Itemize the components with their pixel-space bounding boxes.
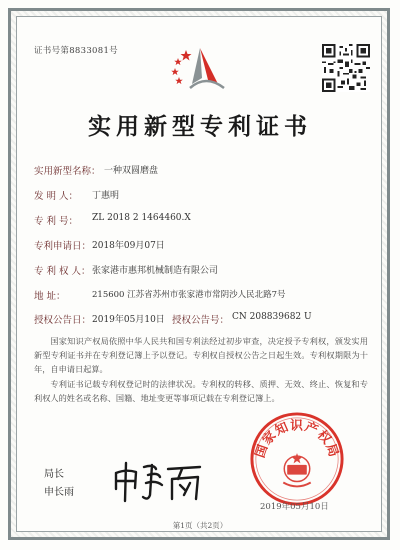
field-value-inventor: 丁惠明	[92, 191, 120, 201]
field-label-grant-number: 授权公告号：	[172, 315, 230, 326]
body-paragraph-register: 专利证书记载专利权登记时的法律状况。专利权的转移、质押、无效、终止、恢复和专利权人的姓名或名称、国籍、地址变更等事项记载在专利登记簿上。	[34, 379, 368, 403]
svg-text:国家知识产权局: 国家知识产权局	[252, 418, 342, 460]
field-value-grant-date: 2019年05月10日	[92, 315, 165, 325]
page-number: 第1页（共2页）	[172, 521, 228, 530]
body-paragraph-grant: 国家知识产权局依照中华人民共和国专利法经过初步审查，决定授予专利权，颁发实用新型专利证书并在专利登记簿上予以登记。专利权自授权公告之日起生效。专利权期限为十年，自申请日起算。	[34, 336, 368, 374]
field-value-utility-name: 一种双圆磨盘	[104, 166, 159, 176]
director-name-label: 申长雨	[44, 487, 74, 498]
handwritten-signature	[110, 455, 205, 505]
certificate-number: 证书号第8833081号	[34, 46, 118, 56]
cnipa-emblem-icon	[166, 44, 234, 94]
official-seal	[248, 410, 346, 508]
field-value-address: 215600 江苏省苏州市张家港市常阴沙人民北路7号	[92, 290, 286, 300]
field-label-filing-date: 专利申请日：	[34, 241, 92, 252]
field-label-address: 地 址：	[34, 291, 66, 302]
field-label-patent-number: 专 利 号：	[34, 216, 79, 227]
certificate-title: 实用新型专利证书	[88, 114, 312, 140]
field-value-grant-number: CN 208839682 U	[232, 312, 312, 322]
field-label-grant-date: 授权公告日：	[34, 315, 92, 326]
field-value-patentee: 张家港市惠邦机械制造有限公司	[92, 266, 219, 276]
director-title-label: 局长	[44, 469, 64, 480]
field-label-utility-name: 实用新型名称：	[34, 166, 101, 177]
field-value-patent-number: ZL 2018 2 1464460.X	[92, 213, 191, 223]
seal-date: 2019年05月10日	[260, 502, 329, 512]
qr-code	[322, 44, 370, 92]
field-value-filing-date: 2018年09月07日	[92, 241, 165, 251]
field-label-patentee: 专 利 权 人：	[34, 266, 91, 277]
field-label-inventor: 发 明 人：	[34, 191, 79, 202]
